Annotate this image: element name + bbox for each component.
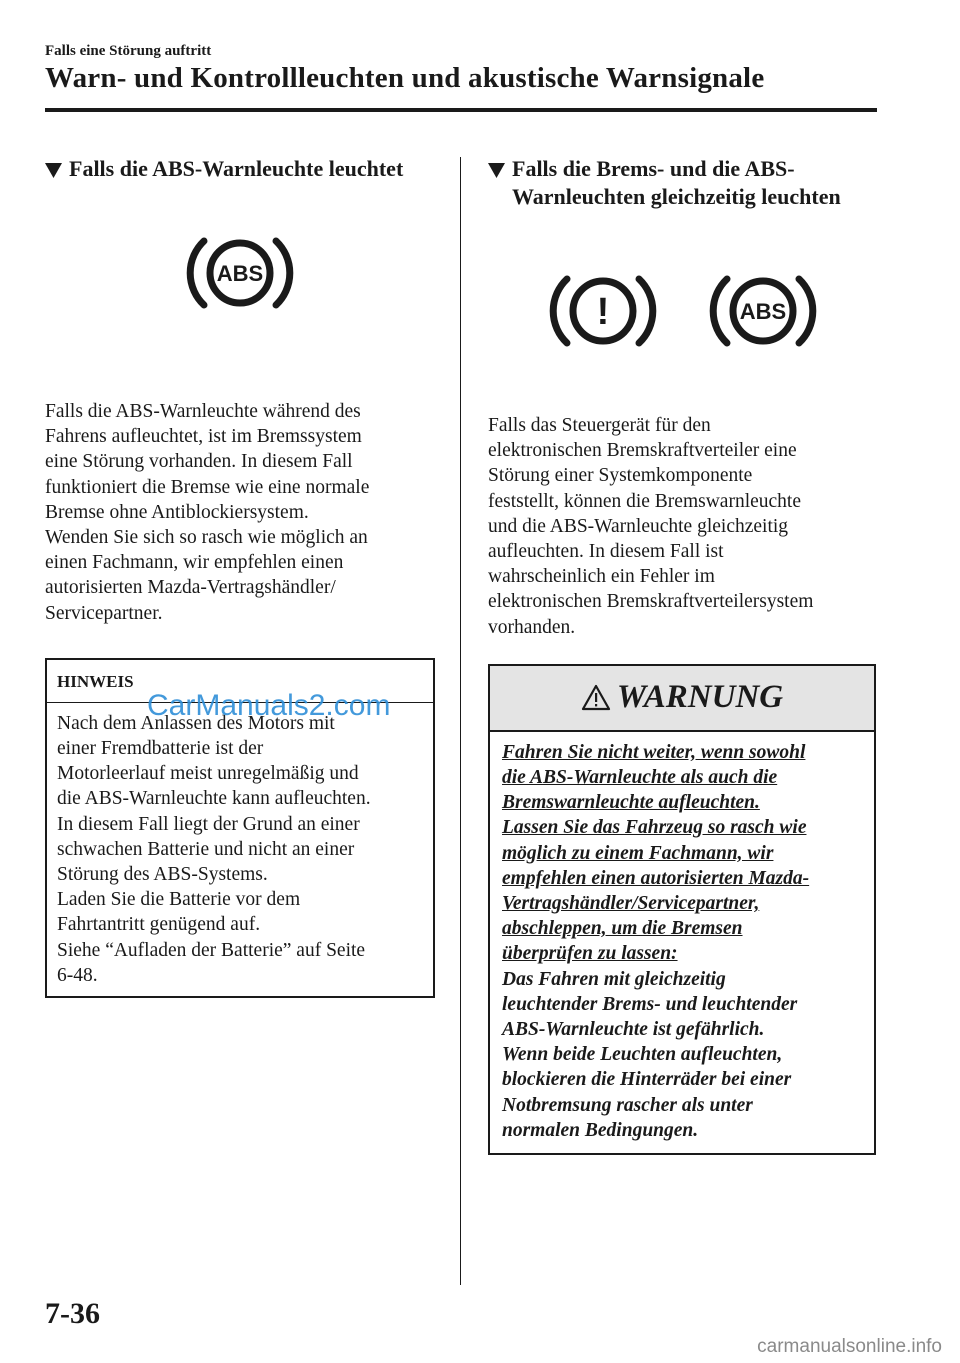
- right-column: [488, 155, 878, 1155]
- abs-warning-light-icon: [45, 231, 435, 315]
- heading-rule: [45, 108, 877, 112]
- down-triangle-icon: [488, 155, 506, 183]
- abs-warning-light-icon: [707, 269, 819, 353]
- brake-abs-body-text: Falls das Steuergerät für den elektronischen Bremskraftverteiler eine Störung einer Systemkomponente feststellt, können die Bremswarnleuchte und die ABS-Warnleuchte gleichzeitig aufleuchten. In diesem Fall ist wahrscheinlich ein Fehler im elektronischen Bremskraftverteilersystem vorhanden.: [488, 415, 814, 638]
- warning-underlined-text: Fahren Sie nicht weiter, wenn sowohl die ABS-Warnleuchte als auch die Bremswarnleuchte aufleuchten. Lassen Sie das Fahrzeug so rasch wie möglich zu einem Fachmann, wir empfehlen einen autorisierten Mazda- Vertragshändler/Servicepartner, abschleppen, um die Bremsen überprüfen zu lassen:: [502, 741, 810, 965]
- brake-icon-label: !: [596, 291, 610, 333]
- abs-icon-label: ABS: [216, 261, 264, 286]
- brake-abs-section-heading-text: Falls die Brems- und die ABS- Warnleuchten gleichzeitig leuchten: [512, 156, 841, 209]
- warning-plain-text: Das Fahren mit gleichzeitig leuchtender Brems- und leuchtender ABS-Warnleuchte ist gefährlich. Wenn beide Leuchten aufleuchten, blockieren die Hinterräder bei einer Notbremsung rascher als unter normalen Bedingungen.: [502, 968, 798, 1141]
- left-column: [45, 155, 435, 998]
- warning-body: [490, 732, 874, 1153]
- page-number: 7-36: [45, 1297, 100, 1330]
- warning-box: [488, 664, 876, 1155]
- warning-title: WARNUNG: [616, 679, 784, 716]
- abs-section-heading: [45, 155, 435, 183]
- down-triangle-icon: [45, 155, 63, 183]
- warning-header: [490, 666, 874, 732]
- abs-section-heading-text: Falls die ABS-Warnleuchte leuchtet: [69, 156, 404, 181]
- warning-triangle-icon: [581, 684, 611, 711]
- note-title: HINWEIS: [47, 660, 433, 703]
- brake-warning-light-icon: [547, 269, 659, 353]
- section-label: Falls eine Störung auftritt: [45, 43, 212, 59]
- column-divider: [460, 157, 461, 1285]
- page-title: Warn- und Kontrollleuchten und akustische Warnsignale: [45, 62, 765, 94]
- abs-body-text: Falls die ABS-Warnleuchte während des Fahrens aufleuchtet, ist im Bremssystem eine Störung vorhanden. In diesem Fall funktioniert die Bremse wie eine normale Bremse ohne Antiblockiersystem. Wenden Sie sich so rasch wie möglich an einen Fachmann, wir empfehlen einen autorisierten Mazda-Vertragshändler/ Servicepartner.: [45, 401, 370, 624]
- abs-icon-label: ABS: [739, 299, 787, 324]
- site-watermark: carmanualsonline.info: [757, 1336, 942, 1357]
- watermark: CarManuals2.com: [147, 689, 391, 722]
- note-text: Nach dem Anlassen des Motors mit einer Fremdbatterie ist der Motorleerlauf meist unregelmäßig und die ABS-Warnleuchte kann aufleuchten. In diesem Fall liegt der Grund an einer schwachen Batterie und nicht an einer Störung des ABS-Systems. Laden Sie die Batterie vor dem Fahrtantritt genügend auf. Siehe “Aufladen der Batterie” auf Seite 6-48.: [57, 712, 371, 986]
- warning-lights-row: [488, 269, 878, 353]
- brake-abs-section-heading: [488, 155, 878, 211]
